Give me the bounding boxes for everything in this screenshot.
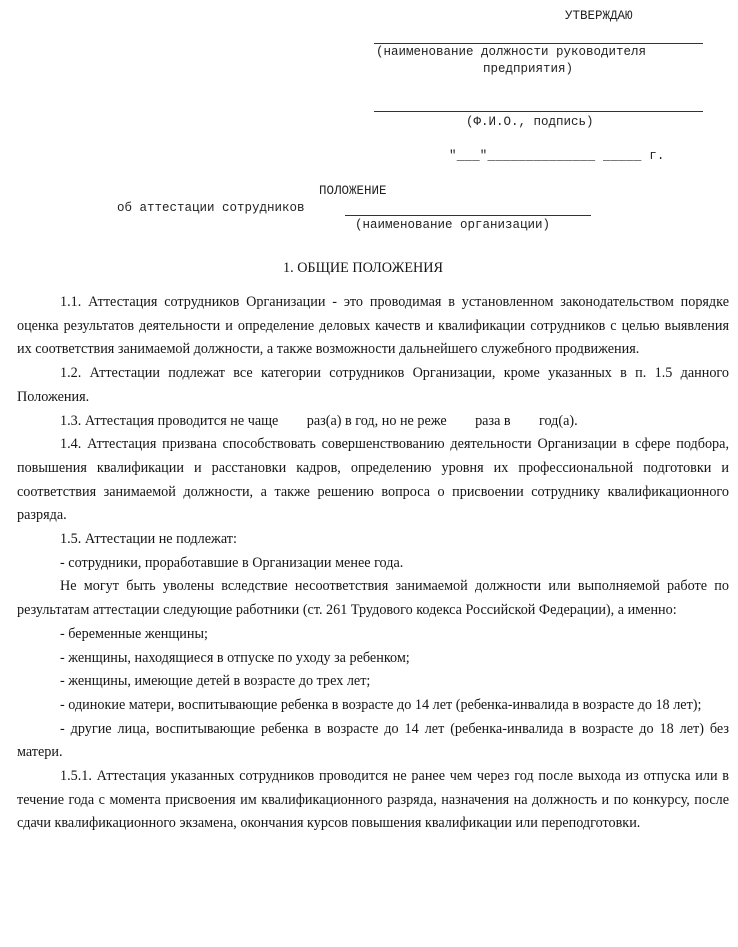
paragraph-1-5: 1.5. Аттестации не подлежат:: [60, 531, 237, 548]
list-item: - женщины, имеющие детей в возрасте до трех лет;: [60, 673, 371, 690]
paragraph-1-5-1: 1.5.1. Аттестация указанных сотрудников проводится не ранее чем через год после выхода из отпуска или в течение года с момента присвоения им квалификационного разряда, назначения на должность и по конкурсу, после сдачи квалификационного экзамена, окончания курсов повышения квалификации или переподготовки.: [17, 768, 729, 832]
signature-line: [374, 111, 703, 112]
date-line: "___"______________ _____ г.: [449, 149, 665, 163]
list-item: - другие лица, воспитывающие ребенка в возрасте до 14 лет (ребенка-инвалида в возрасте до 18 лет) без матери.: [17, 720, 729, 761]
list-item: - одинокие матери, воспитывающие ребенка в возрасте до 14 лет (ребенка-инвалида в возрасте до 18 лет);: [60, 696, 702, 713]
organization-caption: (наименование организации): [355, 218, 551, 232]
position-line: [374, 43, 703, 44]
position-caption-line-1: (наименование должности руководителя: [376, 45, 647, 59]
paragraph-1-1: 1.1. Аттестация сотрудников Организации - это проводимая в установленном законодательством порядке оценка результатов деятельности и определение деловых качеств и квалификации сотрудников с целью выявления их соответствия занимаемой должности, а также возможности дальнейшего служебного продвижения.: [17, 294, 729, 358]
signature-caption: (Ф.И.О., подпись): [466, 115, 594, 129]
document-type: ПОЛОЖЕНИЕ: [319, 184, 387, 198]
paragraph-protected-workers: Не могут быть уволены вследствие несоответствия занимаемой должности или выполняемой работе по результатам аттестации следующие работники (ст. 261 Трудового кодекса Российской Федерации), а именно:: [17, 578, 729, 619]
section-heading: 1. ОБЩИЕ ПОЛОЖЕНИЯ: [283, 260, 443, 276]
paragraph-1-4: 1.4. Аттестация призвана способствовать совершенствованию деятельности Организации в сфере подбора, повышения квалификации и расстановки кадров, определению уровня их профессиональной подготовки и соответствия занимаемой должности, а также решению вопроса о присвоении сотруднику квалификационного разряда.: [17, 436, 729, 524]
list-item: - беременные женщины;: [60, 625, 208, 642]
position-caption-line-2: предприятия): [483, 62, 574, 76]
paragraph-1-3: 1.3. Аттестация проводится не чаще раз(а) в год, но не реже раза в год(а).: [60, 412, 578, 429]
organization-line: [345, 215, 591, 216]
document-subject: об аттестации сотрудников: [117, 201, 305, 215]
section-body: [17, 291, 729, 836]
list-item: - женщины, находящиеся в отпуске по уходу за ребенком;: [60, 649, 410, 666]
list-item-exempt: - сотрудники, проработавшие в Организации менее года.: [60, 554, 404, 571]
paragraph-1-2: 1.2. Аттестации подлежат все категории сотрудников Организации, кроме указанных в п. 1.5 данного Положения.: [17, 365, 729, 405]
approval-title: УТВЕРЖДАЮ: [565, 9, 633, 23]
